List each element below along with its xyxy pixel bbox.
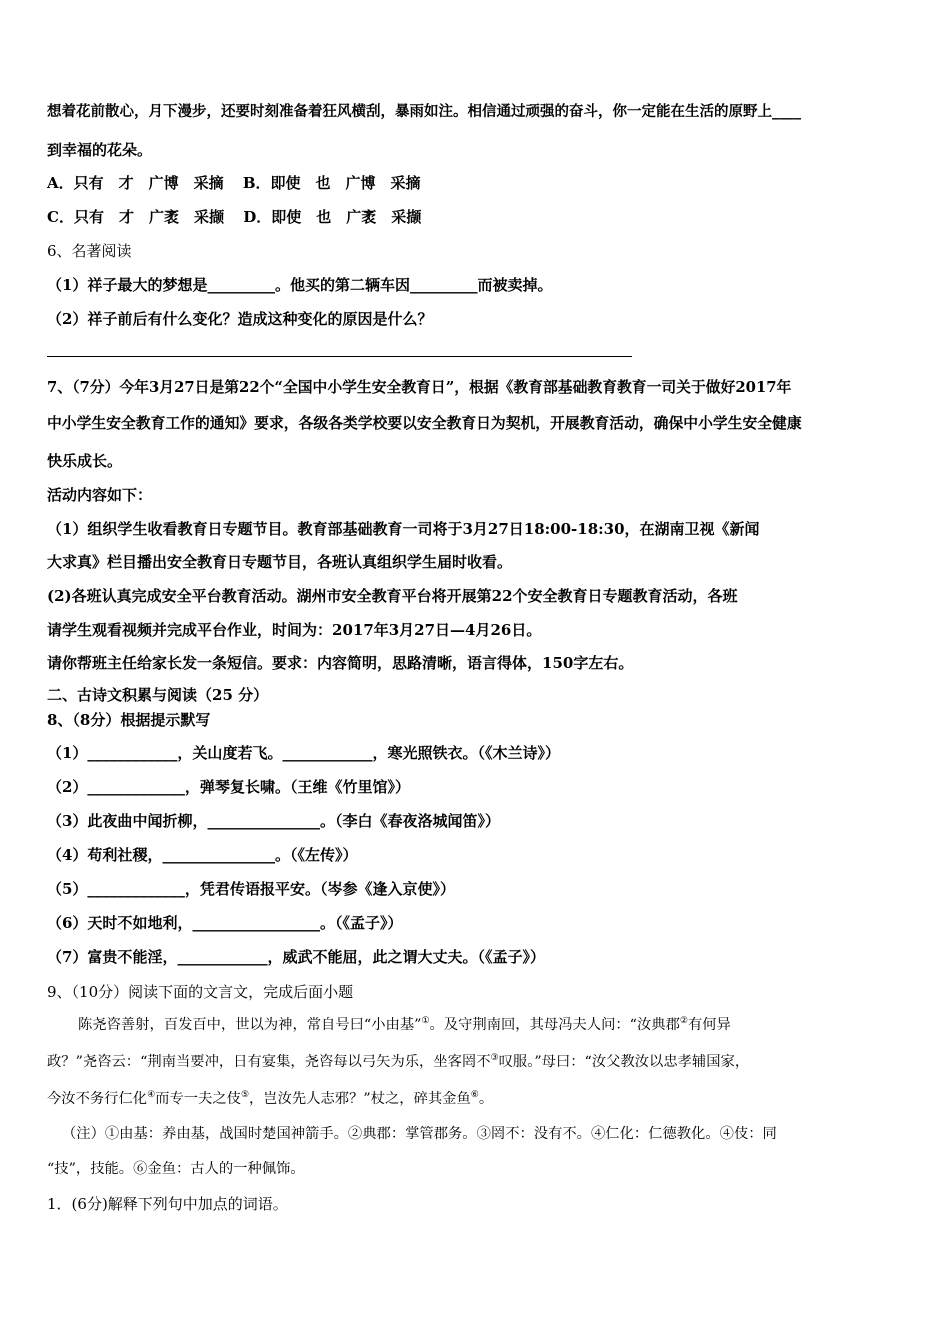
note-line-2: “技”，技能。⑥金鱼：古人的一种佩饰。 bbox=[47, 1161, 305, 1177]
q7-line-7: (2)各班认真完成安全平台教育活动。湖州市安全教育平台将开展第22个安全教育日专题教育活动，各班 bbox=[47, 587, 738, 605]
q8-item: （5）_____________，凭君传语报平安。（岑参《逢入京使》） bbox=[47, 880, 455, 898]
q6-title: 6、名著阅读 bbox=[47, 242, 132, 260]
q7-line-6: 大求真》栏目播出安全教育日专题节目，各班认真组织学生届时收看。 bbox=[47, 553, 513, 571]
q5-line-1: 想着花前散心，月下漫步，还要时刻准备着狂风横刮，暴雨如注。相信通过顽强的奋斗，你一定能在生活的原野上____ bbox=[47, 103, 801, 120]
q7-line-2: 中小学生安全教育工作的通知》要求，各级各类学校要以安全教育日为契机，开展教育活动，确保中小学生安全健康 bbox=[47, 415, 802, 432]
q9-title: 9、（10分）阅读下面的文言文，完成后面小题 bbox=[47, 983, 354, 1001]
q8-item: （6）天时不如地利，_________________。（《孟子》） bbox=[47, 914, 403, 932]
q8-item: （3）此夜曲中闻折柳，_______________。（李白《春夜洛城闻笛》） bbox=[47, 812, 500, 830]
q6-part-2: （2）祥子前后有什么变化？造成这种变化的原因是什么？ bbox=[47, 310, 433, 328]
q7-line-4: 活动内容如下： bbox=[47, 486, 153, 504]
q7-line-1: 7、（7分）今年3月27日是第22个“全国中小学生安全教育日”，根据《教育部基础教育教育一司关于做好2017年 bbox=[47, 379, 792, 396]
option-a: A．只有 才 广博 采摘 bbox=[47, 174, 224, 192]
section-2-heading: 二、古诗文积累与阅读（25 分） bbox=[47, 686, 269, 704]
q8-title: 8、（8分）根据提示默写 bbox=[47, 711, 211, 729]
q5-options-row-2 bbox=[47, 207, 421, 227]
option-d: D．即使 也 广袤 采撷 bbox=[243, 208, 422, 226]
q7-line-3: 快乐成长。 bbox=[47, 452, 123, 470]
passage-line-3: 今汝不务行仁化④而专一夫之伎⑤，岂汝先人志邪？”杖之，碎其金鱼⑥。 bbox=[47, 1090, 494, 1107]
passage-line-1: 陈尧咨善射，百发百中，世以为神，常自号曰“小由基”①。及守荆南回，其母冯夫人问：“汝典郡②有何异 bbox=[78, 1016, 731, 1033]
option-b: B．即使 也 广博 采摘 bbox=[242, 174, 421, 192]
q8-item: （1）____________，关山度若飞。____________，寒光照铁衣。（《木兰诗》） bbox=[47, 744, 560, 762]
q7-line-9: 请你帮班主任给家长发一条短信。要求：内容简明，思路清晰，语言得体，150字左右。 bbox=[47, 654, 634, 672]
note-line-1: （注）①由基：养由基，战国时楚国神箭手。②典郡：掌管郡务。③罔不：没有不。④仁化：仁德教化。④伎：同 bbox=[62, 1126, 777, 1142]
q9-subquestion-1: 1．(6分)解释下列句中加点的词语。 bbox=[47, 1195, 288, 1213]
q7-line-5: （1）组织学生收看教育日专题节目。教育部基础教育一司将于3月27日18:00-18:30，在湖南卫视《新闻 bbox=[47, 520, 760, 538]
passage-line-2: 政？”尧咨云：“荆南当要冲，日有宴集，尧咨每以弓矢为乐，坐客罔不③叹服。”母曰：“汝父教汝以忠孝辅国家， bbox=[47, 1053, 750, 1070]
q8-item: （4）苟利社稷，_______________。（《左传》） bbox=[47, 846, 358, 864]
q8-item: （7）富贵不能淫，____________，威武不能屈，此之谓大丈夫。（《孟子》） bbox=[47, 948, 545, 966]
answer-line bbox=[47, 356, 632, 357]
q7-line-8: 请学生观看视频并完成平台作业，时间为：2017年3月27日—4月26日。 bbox=[47, 621, 542, 639]
q5-options-row-1 bbox=[47, 173, 421, 193]
q6-part-1: （1）祥子最大的梦想是_________。他买的第二辆车因_________而被卖掉。 bbox=[47, 276, 553, 294]
q5-line-2: 到幸福的花朵。 bbox=[47, 141, 153, 159]
q8-item: （2）_____________，弹琴复长啸。（王维《竹里馆》） bbox=[47, 778, 410, 796]
option-c: C．只有 才 广袤 采撷 bbox=[47, 208, 224, 226]
